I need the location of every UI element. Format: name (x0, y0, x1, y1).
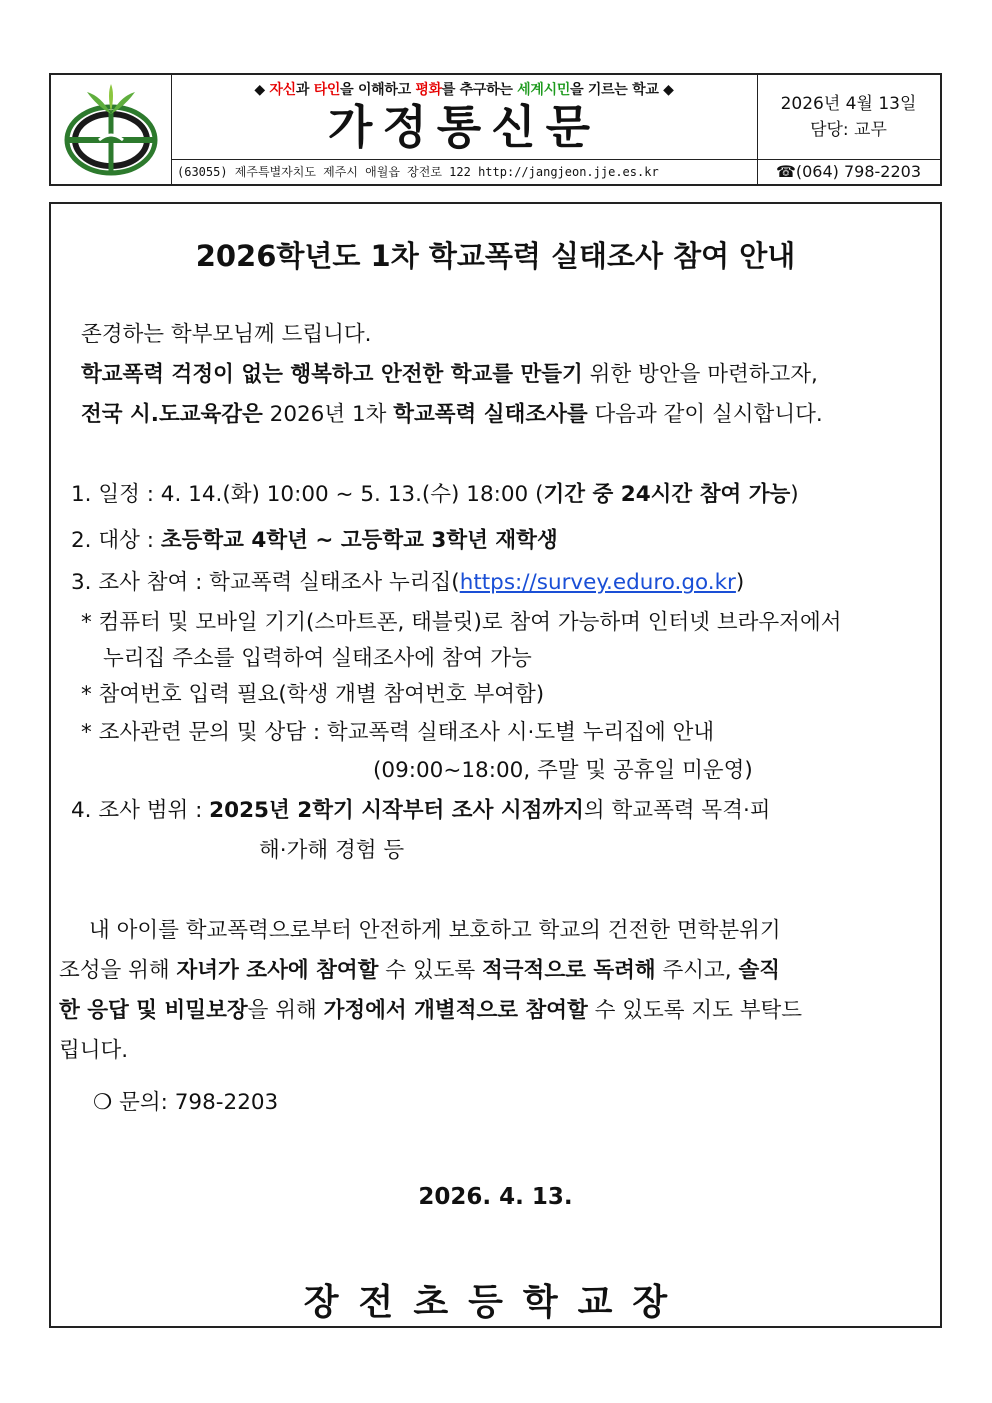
item-text: 2. 대상 : (71, 528, 161, 553)
paragraph-line-4: 립니다. (59, 1038, 129, 1063)
item-bold: 2025년 2학기 시작부터 조사 시점까지 (209, 798, 584, 823)
intro-bold: 학교폭력 걱정이 없는 행복하고 안전한 학교를 만들기 (81, 362, 583, 387)
paragraph-text: 을 위해 (247, 998, 324, 1023)
motto-segment: 과 (295, 82, 314, 98)
notice-title: 2026학년도 1차 학교폭력 실태조사 참여 안내 (195, 239, 796, 273)
letterhead-center (171, 75, 758, 184)
item-scope (71, 796, 771, 826)
intro-bold: 학교폭력 실태조사를 (393, 402, 588, 427)
contact-info: ❍ 문의: 798-2203 (93, 1090, 279, 1115)
paragraph-text: 주시고, (655, 958, 739, 983)
survey-link[interactable]: https://survey.eduro.go.kr (459, 570, 736, 595)
paragraph-line-2 (59, 956, 780, 986)
item-text: 1. 일정 : 4. 14.(화) 10:00 ~ 5. 13.(수) 18:00 ( (71, 482, 544, 507)
notice-body (49, 202, 942, 1328)
motto-segment: 타인 (313, 82, 341, 98)
motto-segment: 평화 (415, 82, 442, 98)
intro-text: 다음과 같이 실시합니다. (587, 402, 823, 427)
item-target (71, 526, 558, 556)
paragraph-text: 수 있도록 지도 부탁드 (587, 998, 803, 1023)
paragraph-text: 수 있도록 (378, 958, 483, 983)
item-text: ) (735, 570, 745, 595)
paragraph-bold: 한 응답 및 비밀보장 (59, 998, 248, 1023)
paragraph-bold: 자녀가 조사에 참여할 (176, 958, 379, 983)
item-scope-cont: 해·가해 경험 등 (259, 838, 405, 863)
note-number: * 참여번호 입력 필요(학생 개별 참여번호 부여함) (81, 682, 545, 707)
intro-bold: 전국 시.도교육감은 (81, 402, 263, 427)
item-schedule (71, 480, 799, 510)
paragraph-line-3 (59, 996, 802, 1026)
motto-segment: ◆ (254, 82, 270, 98)
note-devices: * 컴퓨터 및 모바일 기기(스마트폰, 태블릿)로 참여 가능하며 인터넷 브라우저에서 (81, 610, 842, 635)
paragraph-text: 조성을 위해 (59, 958, 177, 983)
item-participation (71, 568, 744, 598)
phone-number: ☎(064) 798-2203 (757, 159, 940, 184)
note-inquiry: * 조사관련 문의 및 상담 : 학교폭력 실태조사 시·도별 누리집에 안내 (81, 720, 715, 745)
item-text: ) (790, 482, 799, 507)
motto-segment: 을 기르는 학교 ◆ (570, 82, 674, 98)
motto-segment: 을 이해하고 (340, 82, 416, 98)
intro-text: 위한 방안을 마련하고자, (582, 362, 818, 387)
item-text: 의 학교폭력 목격·피 (583, 798, 771, 823)
intro-text: 2026년 1차 (262, 402, 394, 427)
item-bold: 기간 중 24시간 참여 가능 (543, 482, 791, 507)
school-motto (171, 79, 757, 99)
signature-date: 2026. 4. 13. (418, 1184, 573, 1210)
intro-line-1 (81, 360, 818, 390)
motto-segment: 를 추구하는 (441, 82, 518, 98)
school-logo (51, 75, 172, 184)
item-text: 3. 조사 참여 : 학교폭력 실태조사 누리집( (71, 570, 460, 595)
letterhead-right (757, 75, 940, 184)
intro-line-2 (81, 400, 823, 430)
note-devices-cont: 누리집 주소를 입력하여 실태조사에 참여 가능 (103, 646, 532, 671)
issue-date: 2026년 4월 13일 (780, 94, 917, 114)
manager: 담당: 교무 (810, 120, 887, 140)
note-inquiry-hours: (09:00~18:00, 주말 및 공휴일 미운영) (373, 758, 753, 783)
paragraph-bold: 솔직 (738, 958, 781, 983)
item-bold: 초등학교 4학년 ~ 고등학교 3학년 재학생 (160, 528, 558, 553)
letterhead (49, 73, 942, 186)
item-text: 4. 조사 범위 : (71, 798, 210, 823)
paragraph-line-1: 내 아이를 학교폭력으로부터 안전하게 보호하고 학교의 건전한 면학분위기 (89, 918, 781, 943)
paragraph-bold: 적극적으로 독려해 (482, 958, 656, 983)
motto-segment: 자신 (269, 82, 296, 98)
school-emblem-icon (61, 82, 161, 178)
principal-signature: 장전초등학교장 (303, 1282, 688, 1323)
newsletter-title: 가정통신문 (327, 100, 601, 154)
school-address: (63055) 제주특별자치도 제주시 애월읍 장전로 122 http://jangjeon.jje.es.kr (171, 159, 757, 184)
greeting: 존경하는 학부모님께 드립니다. (81, 322, 372, 347)
paragraph-bold: 가정에서 개별적으로 참여할 (323, 998, 588, 1023)
motto-segment: 세계시민 (517, 82, 571, 98)
